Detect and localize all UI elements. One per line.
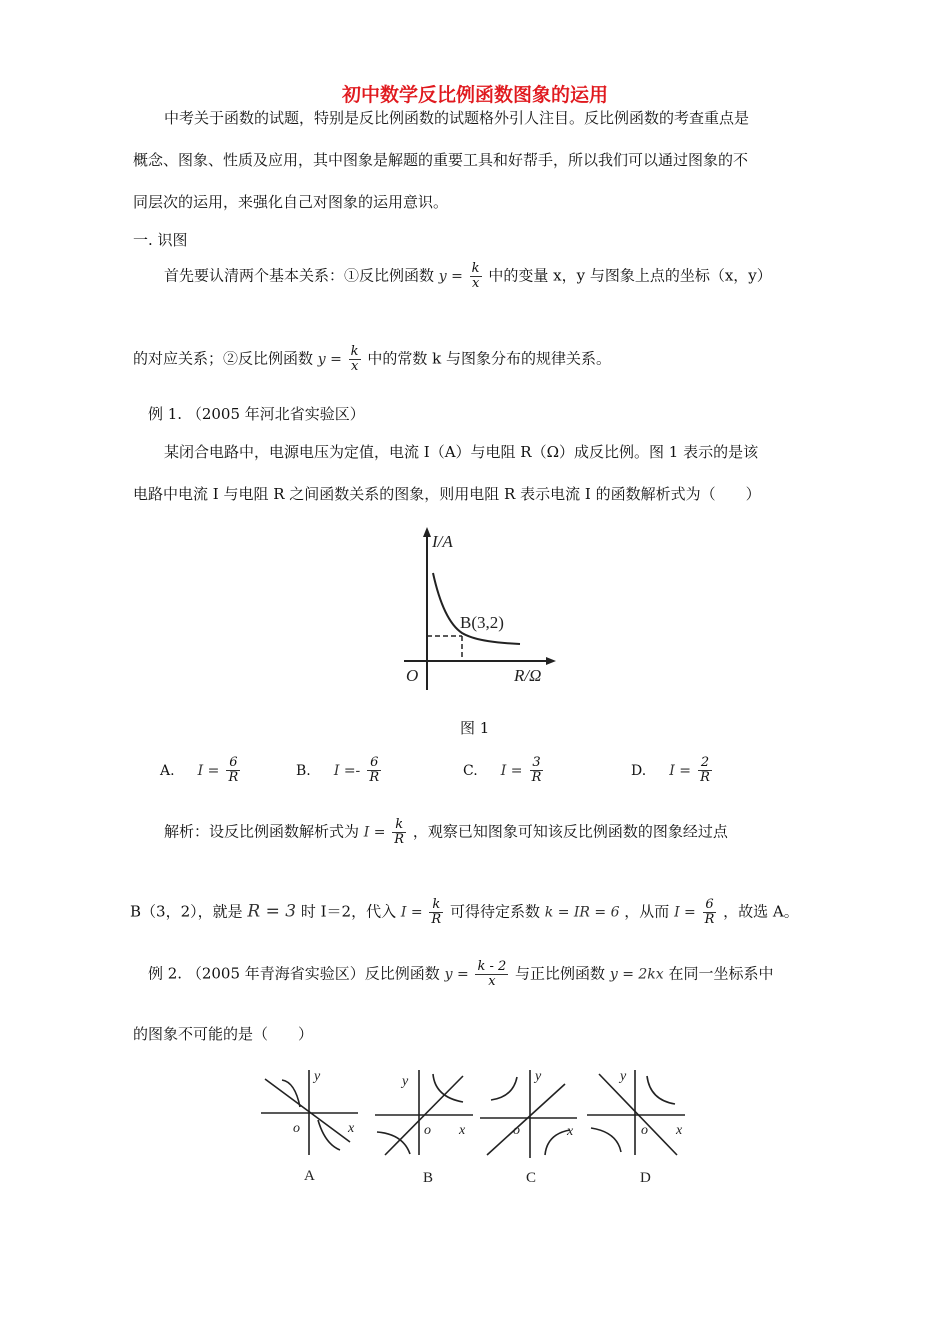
- formula-lhs: y =: [438, 268, 463, 285]
- graph-b: [375, 1070, 473, 1155]
- fraction-numerator: k - 2: [477, 959, 507, 974]
- fraction-numerator: 3: [530, 756, 544, 771]
- intro-line-2: 概念、图象、性质及应用，其中图象是解题的重要工具和好帮手，所以我们可以通过图象的不: [133, 151, 749, 169]
- origin-label: o: [513, 1123, 520, 1138]
- fraction-denominator: R: [394, 832, 405, 847]
- section-text-1a: 首先要认清两个基本关系：①反比例函数: [164, 266, 435, 285]
- x-axis-arrow: [546, 657, 556, 665]
- example2-label: 例 2. （2005 年青海省实验区）反比例函数: [148, 964, 440, 983]
- option-a: [160, 756, 242, 785]
- graph-label: B: [423, 1170, 434, 1186]
- option-lhs: I =-: [333, 763, 361, 779]
- graph-y-label: I/A: [432, 532, 453, 551]
- fraction-denominator: x: [471, 276, 480, 291]
- page-title: 初中数学反比例函数图象的运用: [341, 84, 608, 106]
- axis-label-y: y: [620, 1069, 627, 1084]
- analysis-text: ，观察已知图象可知该反比例函数的图象经过点: [412, 822, 728, 841]
- section-text-2b: 中的常数 k 与图象分布的规律关系。: [367, 349, 611, 368]
- formula-fraction: [703, 898, 717, 927]
- option-c: [463, 756, 545, 785]
- analysis-text: B（3，2），就是: [130, 902, 243, 921]
- fraction-denominator: x: [350, 359, 359, 374]
- formula-fraction: [392, 818, 406, 847]
- option-label: D.: [631, 763, 647, 779]
- graph-d: [587, 1070, 685, 1155]
- example2-text: 与正比例函数: [515, 964, 606, 983]
- intro-line-3: 同层次的运用，来强化自己对图象的运用意识。: [133, 193, 449, 211]
- origin-label: o: [424, 1123, 431, 1138]
- hyperbola-branch: [491, 1077, 517, 1100]
- graph-x-label: R/Ω: [514, 666, 542, 685]
- origin-label: o: [293, 1121, 300, 1136]
- hyperbola-branch: [591, 1128, 621, 1152]
- analysis-text: 可得待定系数: [449, 902, 540, 921]
- fraction-numerator: 2: [698, 756, 712, 771]
- fraction-numerator: k: [471, 261, 480, 276]
- axis-label-y: y: [314, 1069, 321, 1084]
- example2-text: 在同一坐标系中: [668, 964, 774, 983]
- option-label: B.: [296, 763, 311, 779]
- axis-label-y: y: [402, 1074, 409, 1089]
- fraction-numerator: k: [350, 344, 359, 359]
- analysis-line-2: [130, 898, 799, 927]
- graph-origin-label: O: [406, 666, 419, 685]
- fraction-denominator: x: [488, 974, 496, 989]
- axis-label-x: x: [348, 1121, 355, 1136]
- fraction-denominator: R: [704, 912, 715, 927]
- figure1-caption: 图 1: [460, 719, 490, 737]
- r-equation: R = 3: [247, 901, 297, 922]
- analysis-text: 时 I＝2，代入: [300, 902, 397, 921]
- section-text-1b: 中的变量 x，y 与图象上点的坐标（x，y）: [488, 266, 772, 285]
- intro-line-1: 中考关于函数的试题，特别是反比例函数的试题格外引人注目。反比例函数的考查重点是: [164, 109, 750, 127]
- section-text-2a: 的对应关系；②反比例函数: [133, 349, 314, 368]
- y-axis-arrow: [423, 527, 431, 537]
- fraction-denominator: R: [431, 912, 442, 927]
- fraction-numerator: k: [392, 818, 406, 833]
- k-equation: k = IR = 6: [544, 904, 620, 921]
- proportional-line: [265, 1079, 350, 1142]
- example2-line-2: 的图象不可能的是（ ）: [133, 1025, 314, 1043]
- graph-label: C: [526, 1170, 537, 1186]
- formula-fraction: [429, 898, 443, 927]
- section-paragraph-1: [164, 262, 772, 291]
- option-d: [631, 756, 714, 785]
- hyperbola-branch: [647, 1076, 675, 1104]
- graph-c: [480, 1070, 577, 1158]
- formula-lhs: I =: [363, 824, 386, 841]
- option-fraction: [367, 756, 381, 785]
- proportional-line: [487, 1084, 565, 1155]
- formula-fraction: [349, 345, 361, 374]
- graph-point-label: B(3,2): [460, 613, 504, 632]
- formula-lhs: I =: [674, 904, 696, 921]
- option-fraction: [530, 756, 544, 785]
- fraction-numerator: k: [429, 898, 443, 913]
- option-fraction: [698, 756, 712, 785]
- inverse-curve: [433, 573, 520, 644]
- option-b: [296, 756, 383, 785]
- axis-label-x: x: [459, 1123, 466, 1138]
- example1-question-1: 某闭合电路中，电源电压为定值，电流 I（A）与电阻 R（Ω）成反比例。图 1 表示的是该: [164, 443, 759, 461]
- option-fraction: [226, 756, 240, 785]
- option-label: C.: [463, 763, 478, 779]
- analysis-text: ，故选 A。: [723, 902, 799, 921]
- option-lhs: I =: [669, 763, 691, 779]
- analysis-text: 解析：设反比例函数解析式为: [164, 822, 360, 841]
- formula-lhs: I =: [400, 904, 423, 921]
- formula-fraction: [475, 960, 508, 989]
- graph-label: A: [304, 1168, 315, 1184]
- formula-lhs: y =: [444, 966, 469, 983]
- option-lhs: I =: [197, 763, 220, 779]
- hyperbola-branch: [318, 1120, 340, 1150]
- fraction-denominator: R: [700, 770, 710, 785]
- axis-label-y: y: [535, 1069, 542, 1084]
- option-label: A.: [160, 763, 175, 779]
- example1-question-2: 电路中电流 I 与电阻 R 之间函数关系的图象，则用电阻 R 表示电流 I 的函数解析式为（ ）: [133, 485, 761, 503]
- example2-graphs: [255, 1062, 705, 1192]
- fraction-denominator: R: [531, 770, 542, 785]
- formula-fraction: [470, 262, 482, 291]
- graph-a: [261, 1070, 358, 1155]
- figure1-graph: [390, 525, 570, 695]
- hyperbola-branch: [433, 1074, 463, 1102]
- section-paragraph-2: [133, 345, 611, 374]
- axis-label-x: x: [567, 1124, 574, 1139]
- analysis-text: ，从而: [624, 902, 670, 921]
- section-heading: 一. 识图: [133, 231, 188, 249]
- linear-formula: y = 2kx: [609, 966, 664, 983]
- example2-line-1: [148, 960, 773, 989]
- graph-label: D: [640, 1170, 651, 1186]
- example1-label: 例 1. （2005 年河北省实验区）: [148, 405, 365, 423]
- formula-lhs: y =: [317, 351, 342, 368]
- fraction-numerator: 6: [703, 898, 717, 913]
- axis-label-x: x: [676, 1123, 683, 1138]
- analysis-line-1: [164, 818, 728, 847]
- option-lhs: I =: [500, 763, 523, 779]
- fraction-denominator: R: [369, 770, 380, 785]
- fraction-numerator: 6: [367, 756, 381, 771]
- fraction-numerator: 6: [226, 756, 240, 771]
- origin-label: o: [641, 1123, 648, 1138]
- fraction-denominator: R: [228, 770, 239, 785]
